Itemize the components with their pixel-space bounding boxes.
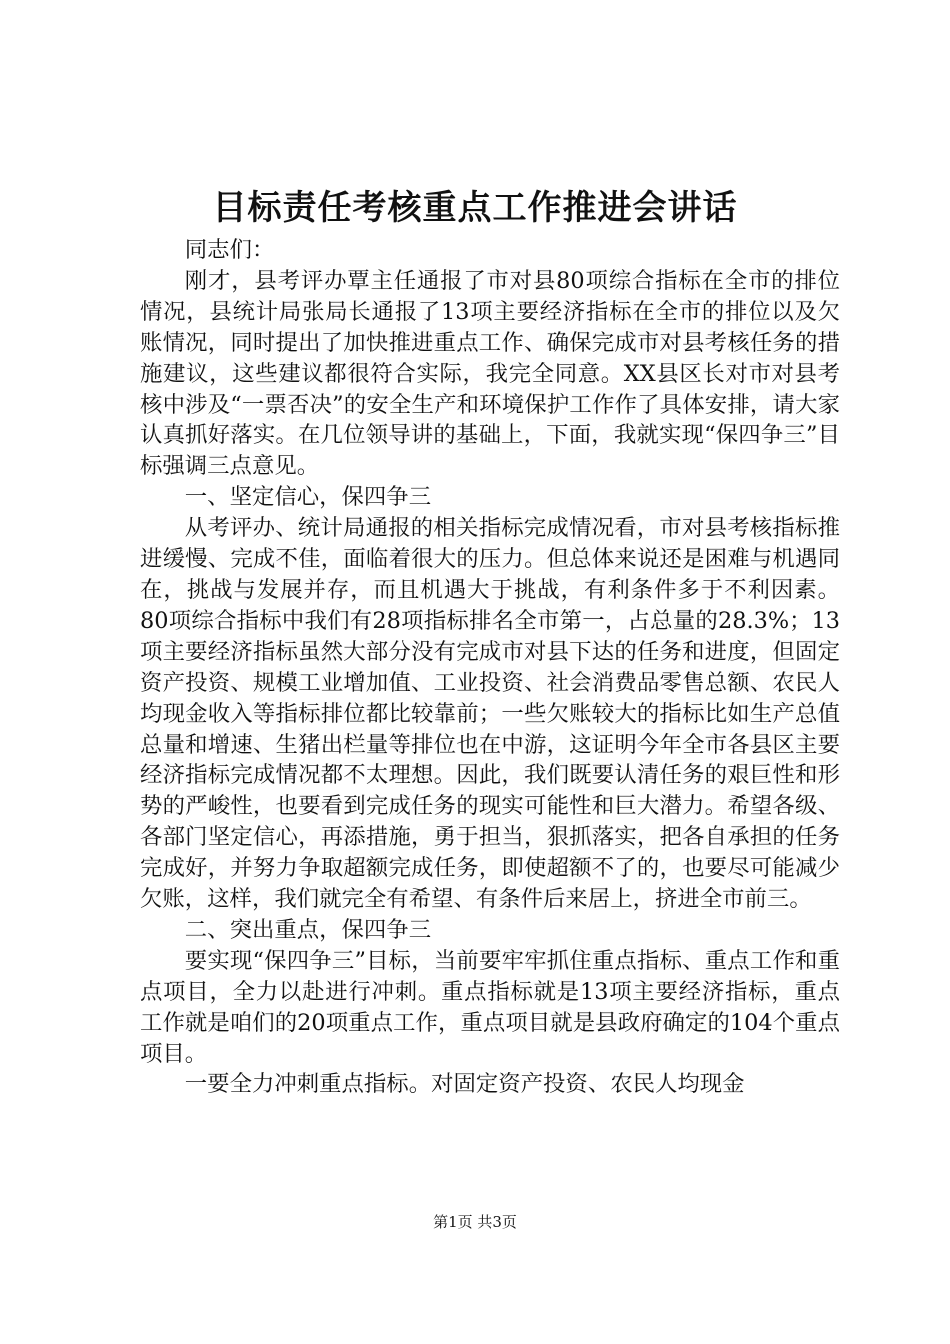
document-title: 目标责任考核重点工作推进会讲话 <box>212 188 738 228</box>
section-heading-1: 一、坚定信心，保四争三 <box>184 484 432 511</box>
salutation-paragraph: 同志们： <box>184 237 275 263</box>
intro-paragraph: 刚才，县考评办覃主任通报了市对县80项综合指标在全市的排位情况，县统计局张局长通报了13项主要经济指标在全市的排位以及欠账情况，同时提出了加快推进重点工作、确保完成市对县考核任务的措施建议，这些建议都很符合实际，我完全同意。XX县区长对市对县考核中涉及“一票否决”的安全生产和环境保护工作作了具体安排，请大家认真抓好落实。在几位领导讲的基础上，下面，我就实现“保四争三”目标强调三点意见。 <box>140 267 840 480</box>
document-body <box>140 235 840 1100</box>
section-1-paragraph: 从考评办、统计局通报的相关指标完成情况看，市对县考核指标推进缓慢、完成不佳，面临着很大的压力。但总体来说还是困难与机遇同在，挑战与发展并存，而且机遇大于挑战，有利条件多于不利因素。80项综合指标中我们有28项指标排名全市第一，占总量的28.3%；13项主要经济指标虽然大部分没有完成市对县下达的任务和进度，但固定资产投资、规模工业增加值、工业投资、社会消费品零售总额、农民人均现金收入等指标排位都比较靠前；一些欠账较大的指标比如生产总值总量和增速、生猪出栏量等排位也在中游，这证明今年全市各县区主要经济指标完成情况都不太理想。因此，我们既要认清任务的艰巨性和形势的严峻性，也要看到完成任务的现实可能性和巨大潜力。希望各级、各部门坚定信心，再添措施，勇于担当，狠抓落实，把各自承担的任务完成好，并努力争取超额完成任务，即使超额不了的，也要尽可能减少欠账，这样，我们就完全有希望、有条件后来居上，挤进全市前三。 <box>140 515 840 913</box>
section-heading-2: 二、突出重点，保四争三 <box>184 916 432 943</box>
page-number-footer: 第1页 共3页 <box>433 1213 517 1231</box>
section-2-point-1-paragraph: 一要全力冲刺重点指标。对固定资产投资、农民人均现金 <box>184 1071 745 1098</box>
section-2-paragraph: 要实现“保四争三”目标，当前要牢牢抓住重点指标、重点工作和重点项目，全力以赴进行冲刺。重点指标就是13项主要经济指标，重点工作就是咱们的20项重点工作，重点项目就是县政府确定的104个重点项目。 <box>140 947 840 1067</box>
